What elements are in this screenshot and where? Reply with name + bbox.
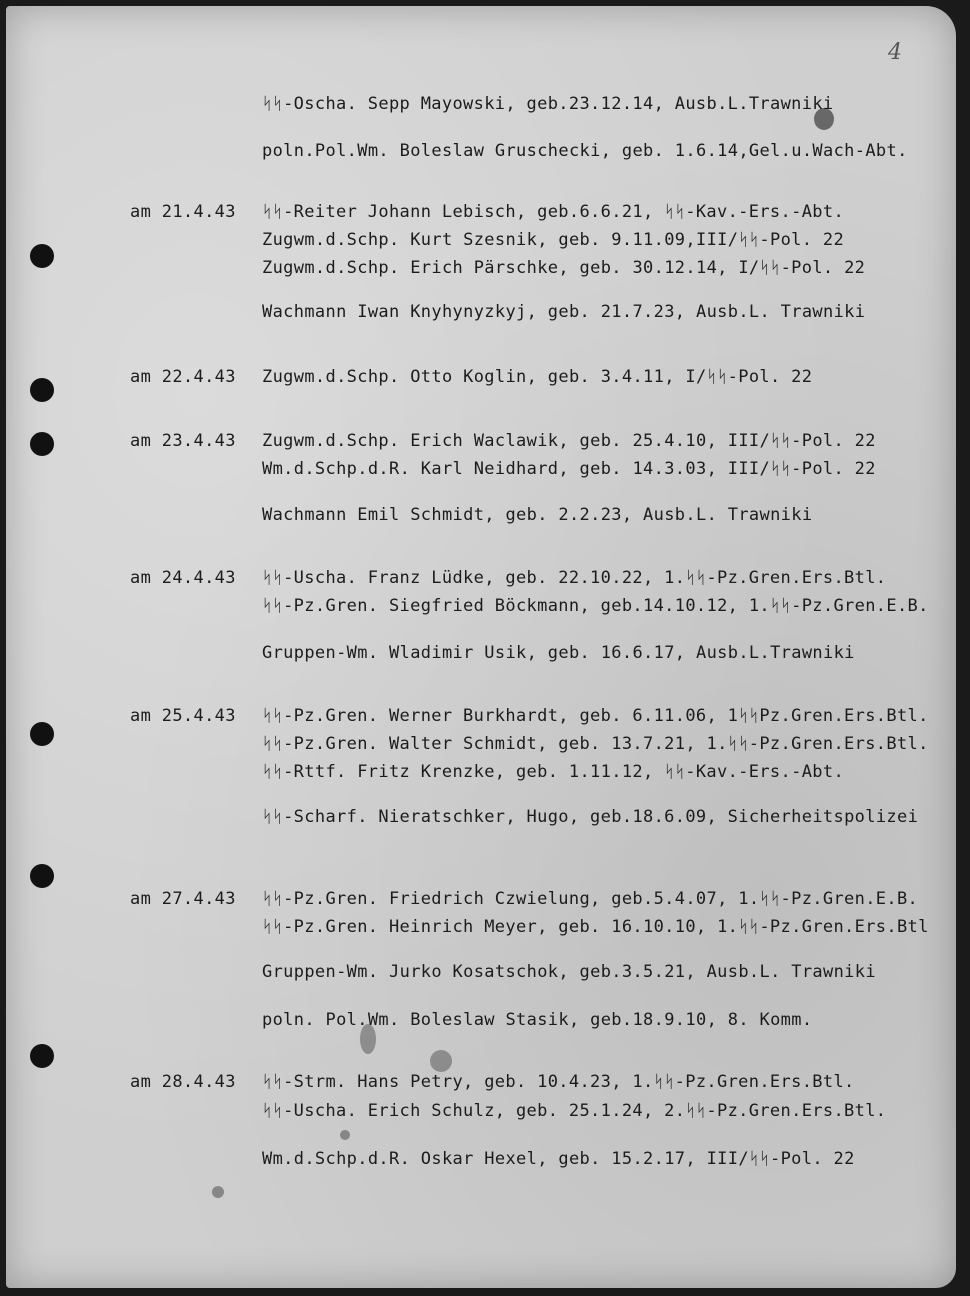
entry-line: Wm.d.Schp.d.R. Karl Neidhard, geb. 14.3.03, III/ᛋᛋ-Pol. 22 [262,459,876,479]
entry-line: ᛋᛋ-Reiter Johann Lebisch, geb.6.6.21, ᛋᛋ-Kav.-Ers.-Abt. [262,202,845,222]
punch-hole [30,1044,54,1068]
record-date: am 28.4.43 [130,1072,236,1092]
punch-hole [30,864,54,888]
entry-line: Gruppen-Wm. Jurko Kosatschok, geb.3.5.21, Ausb.L. Trawniki [262,962,876,982]
entry-line: Wm.d.Schp.d.R. Oskar Hexel, geb. 15.2.17, III/ᛋᛋ-Pol. 22 [262,1149,855,1169]
entry-line: Zugwm.d.Schp. Erich Pärschke, geb. 30.12.14, I/ᛋᛋ-Pol. 22 [262,258,866,278]
entry-line: ᛋᛋ-Rttf. Fritz Krenzke, geb. 1.11.12, ᛋᛋ-Kav.-Ers.-Abt. [262,762,845,782]
entry-line: ᛋᛋ-Scharf. Nieratschker, Hugo, geb.18.6.09, Sicherheitspolizei [262,807,919,827]
entry-line: ᛋᛋ-Uscha. Franz Lüdke, geb. 22.10.22, 1.ᛋᛋ-Pz.Gren.Ers.Btl. [262,568,887,588]
record-date: am 21.4.43 [130,202,236,222]
page-number: 4 [888,40,902,65]
entry-line: poln.Pol.Wm. Boleslaw Gruschecki, geb. 1.6.14,Gel.u.Wach-Abt. [262,141,908,161]
record-date: am 23.4.43 [130,431,236,451]
entry-line: Zugwm.d.Schp. Kurt Szesnik, geb. 9.11.09,III/ᛋᛋ-Pol. 22 [262,230,845,250]
entry-line: ᛋᛋ-Pz.Gren. Friedrich Czwielung, geb.5.4.07, 1.ᛋᛋ-Pz.Gren.E.B. [262,889,919,909]
record-date: am 22.4.43 [130,367,236,387]
ink-stain [340,1130,350,1140]
ink-stain [430,1050,452,1072]
ink-stain [212,1186,224,1198]
punch-hole [30,244,54,268]
entry-line: poln. Pol.Wm. Boleslaw Stasik, geb.18.9.10, 8. Komm. [262,1010,813,1030]
punch-hole [30,722,54,746]
entry-line: Zugwm.d.Schp. Erich Waclawik, geb. 25.4.10, III/ᛋᛋ-Pol. 22 [262,431,876,451]
entry-line: ᛋᛋ-Oscha. Sepp Mayowski, geb.23.12.14, Ausb.L.Trawniki [262,94,834,114]
entry-line: ᛋᛋ-Pz.Gren. Werner Burkhardt, geb. 6.11.06, 1ᛋᛋPz.Gren.Ers.Btl. [262,706,929,726]
entry-line: ᛋᛋ-Pz.Gren. Heinrich Meyer, geb. 16.10.10, 1.ᛋᛋ-Pz.Gren.Ers.Btl [262,917,929,937]
entry-line: ᛋᛋ-Pz.Gren. Walter Schmidt, geb. 13.7.21, 1.ᛋᛋ-Pz.Gren.Ers.Btl. [262,734,929,754]
record-date: am 27.4.43 [130,889,236,909]
punch-hole [30,378,54,402]
entry-line: Gruppen-Wm. Wladimir Usik, geb. 16.6.17, Ausb.L.Trawniki [262,643,855,663]
entry-line: ᛋᛋ-Strm. Hans Petry, geb. 10.4.23, 1.ᛋᛋ-Pz.Gren.Ers.Btl. [262,1072,855,1092]
entry-line: ᛋᛋ-Uscha. Erich Schulz, geb. 25.1.24, 2.ᛋᛋ-Pz.Gren.Ers.Btl. [262,1101,887,1121]
entry-line: Zugwm.d.Schp. Otto Koglin, geb. 3.4.11, I/ᛋᛋ-Pol. 22 [262,367,813,387]
record-date: am 25.4.43 [130,706,236,726]
entry-line: Wachmann Emil Schmidt, geb. 2.2.23, Ausb.L. Trawniki [262,505,813,525]
record-date: am 24.4.43 [130,568,236,588]
punch-hole [30,432,54,456]
entry-line: ᛋᛋ-Pz.Gren. Siegfried Böckmann, geb.14.10.12, 1.ᛋᛋ-Pz.Gren.E.B. [262,596,929,616]
entry-line: Wachmann Iwan Knyhynyzkyj, geb. 21.7.23, Ausb.L. Trawniki [262,302,866,322]
